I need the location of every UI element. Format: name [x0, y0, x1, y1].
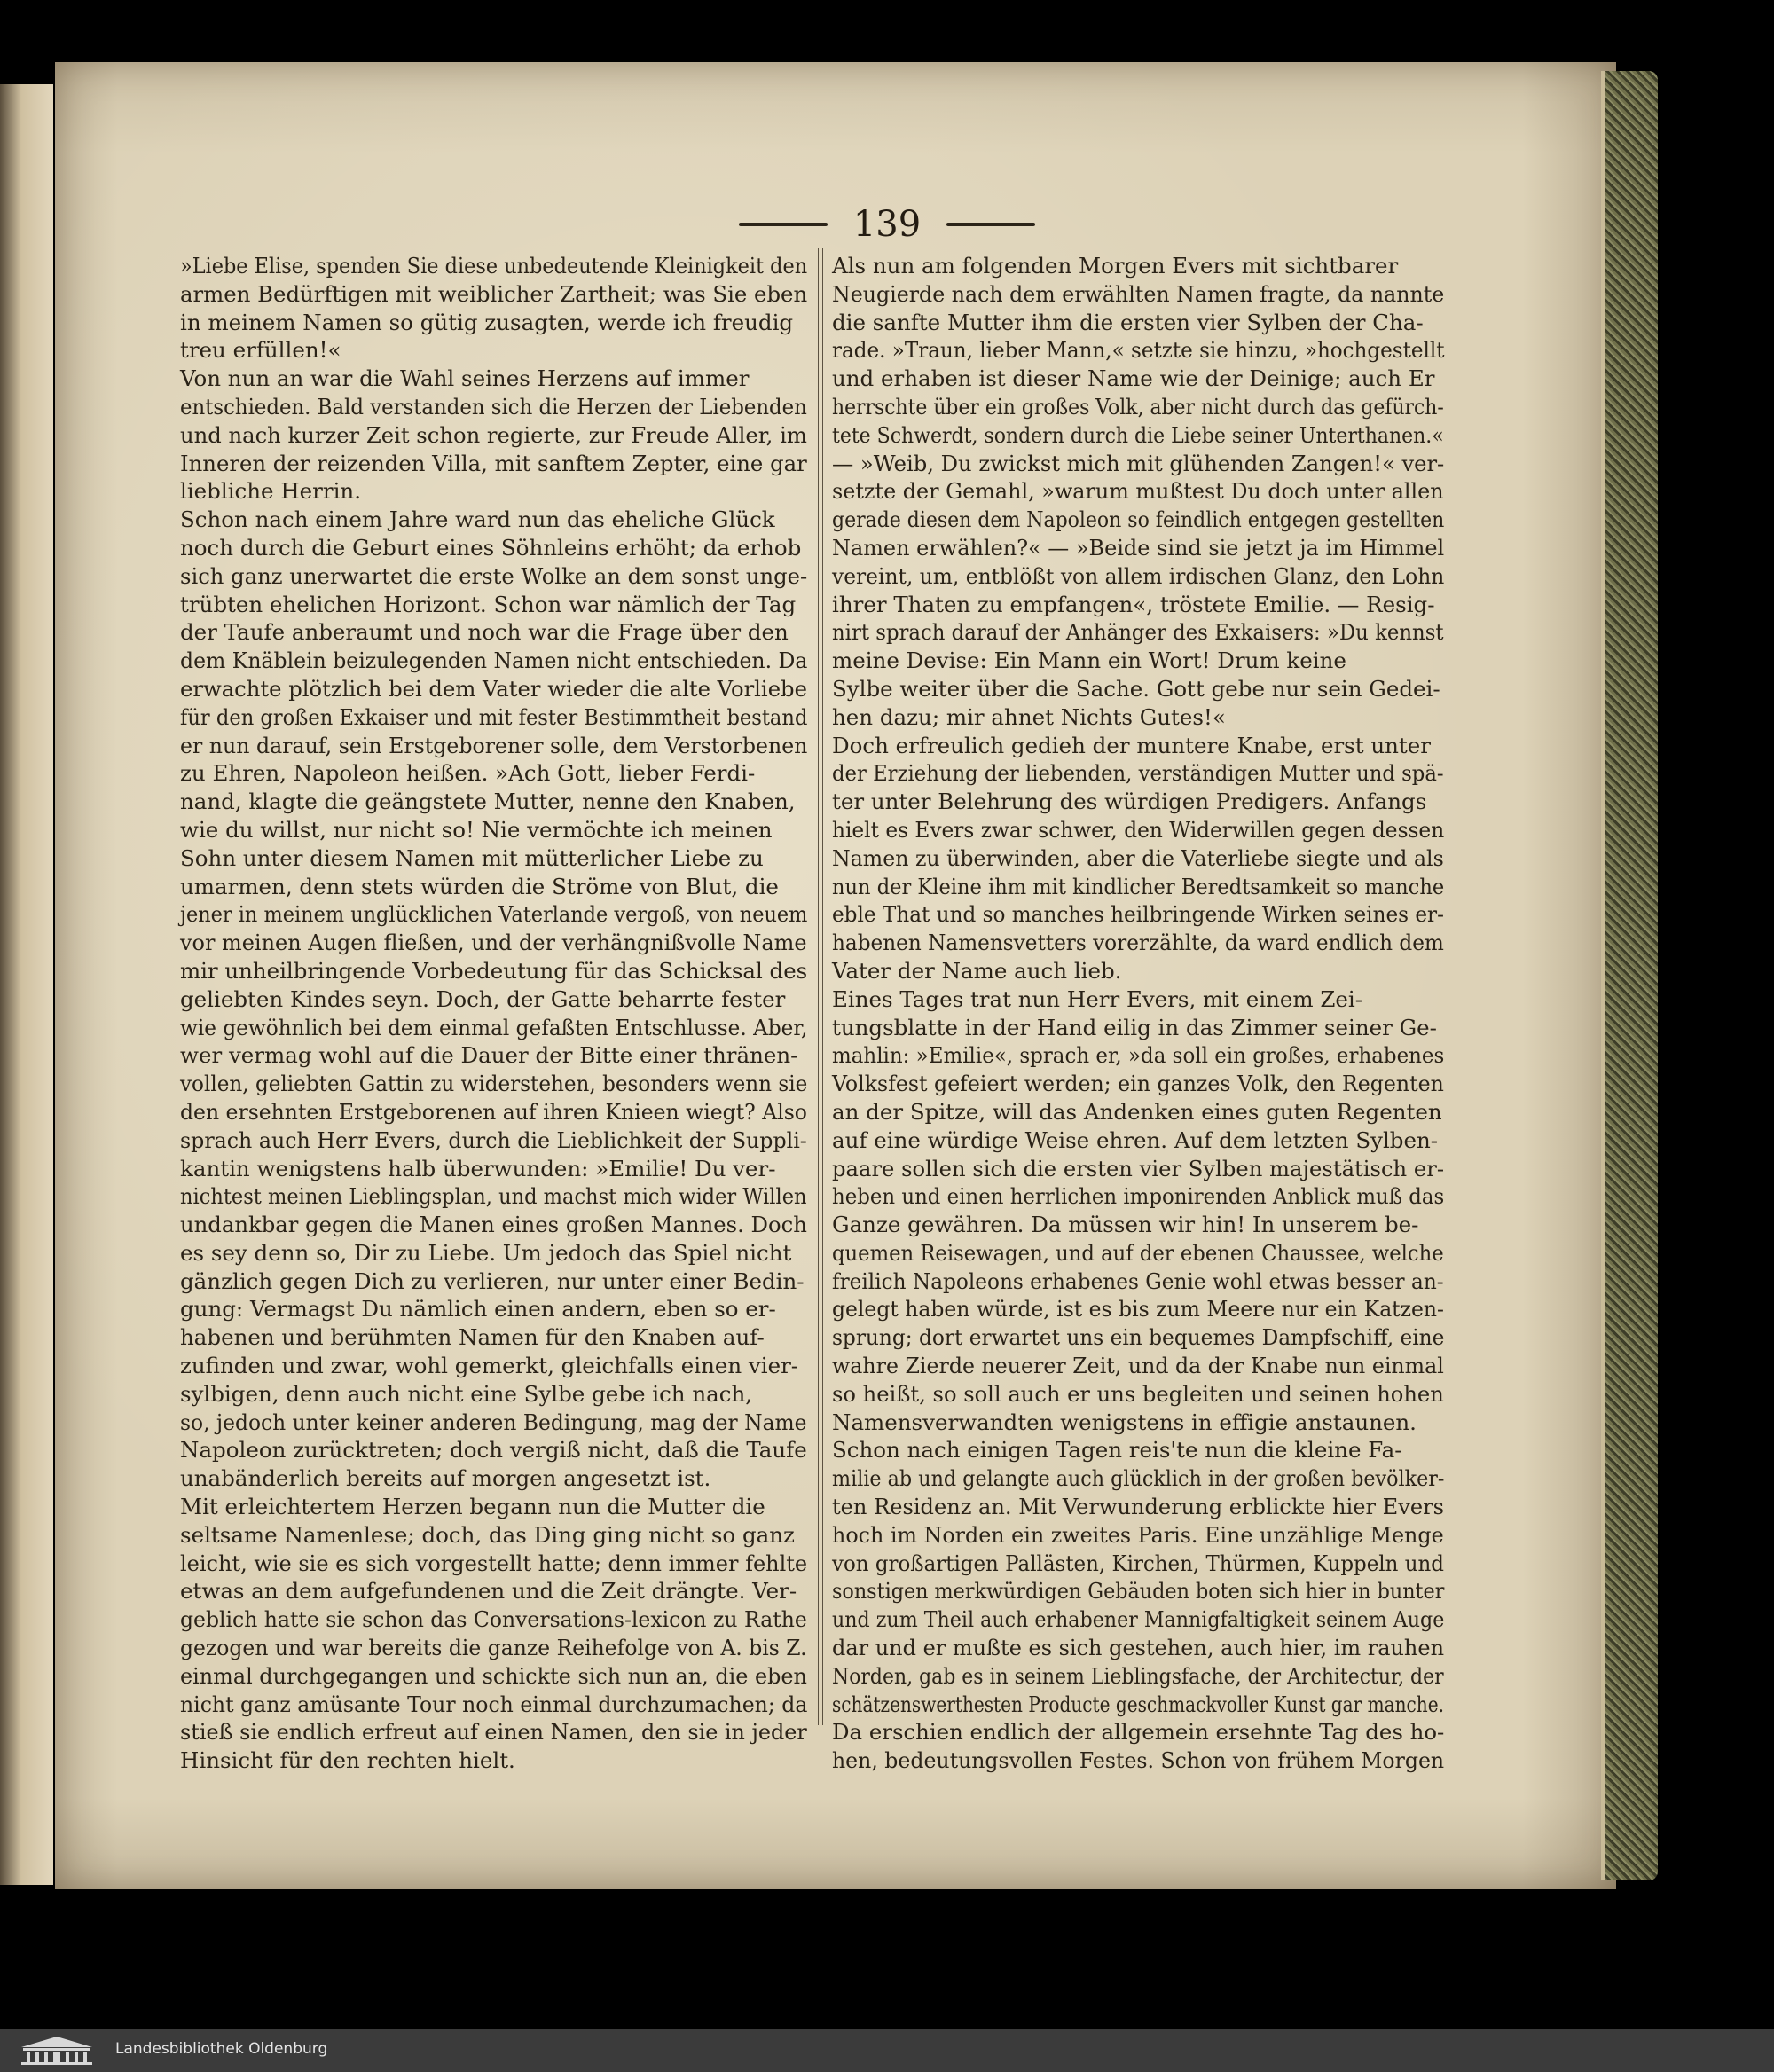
text-line: milie ab und gelangte auch glücklich in der großen bevölker- — [832, 1465, 1445, 1492]
text-line: Eines Tages trat nun Herr Evers, mit einem Zei- — [832, 985, 1363, 1012]
text-line: Volksfest gefeiert werden; ein ganzes Volk, den Regenten — [832, 1071, 1444, 1097]
header-rule-right — [946, 223, 1035, 226]
text-line: Doch erfreulich gedieh der muntere Knabe, erst unter — [832, 732, 1431, 758]
text-line: mir unheilbringende Vorbedeutung für das Schicksal des — [180, 957, 808, 984]
text-line: und erhaben ist dieser Name wie der Deinige; auch Er — [832, 365, 1435, 392]
text-line: rade. »Traun, lieber Mann,« setzte sie hinzu, »hochgestellt — [832, 337, 1445, 364]
text-line: hoch im Norden ein zweites Paris. Eine unzählige Menge — [832, 1521, 1444, 1548]
text-line: setzte der Gemahl, »warum mußtest Du doch unter allen — [832, 478, 1444, 505]
text-line: meine Devise: Ein Mann ein Wort! Drum keine — [832, 648, 1346, 674]
text-line: unabänderlich bereits auf morgen angesetzt ist. — [180, 1465, 711, 1492]
text-line: sonstigen merkwürdigen Gebäuden boten sich hier in bunter — [832, 1578, 1445, 1605]
text-line: und zum Theil auch erhabener Mannigfaltigkeit seinem Auge — [832, 1606, 1445, 1633]
column-divider — [818, 248, 823, 1725]
text-line: Sylbe weiter über die Sache. Gott gebe nur sein Gedei- — [832, 675, 1440, 702]
text-line: sylbigen, denn auch nicht eine Sylbe gebe ich nach, — [180, 1380, 753, 1407]
text-line: es sey denn so, Dir zu Liebe. Um jedoch das Spiel nicht — [180, 1239, 792, 1266]
text-line: Schon nach einigen Tagen reis'te nun die kleine Fa- — [832, 1437, 1402, 1464]
text-line: nirt sprach darauf der Anhänger des Exkaisers: »Du kennst — [832, 619, 1444, 646]
text-line: seltsame Namenlese; doch, das Ding ging nicht so ganz — [180, 1521, 795, 1548]
text-line: von großartigen Pallästen, Kirchen, Thürmen, Kuppeln und — [832, 1550, 1444, 1576]
text-line: für den großen Exkaiser und mit fester Bestimmtheit bestand — [180, 703, 808, 730]
text-line: dar und er mußte es sich gestehen, auch hier, im rauhen — [832, 1635, 1445, 1661]
text-line: sich ganz unerwartet die erste Wolke an dem sonst unge- — [180, 562, 808, 589]
text-line: umarmen, denn stets würden die Ströme von Blut, die — [180, 873, 779, 899]
text-line: gezogen und war bereits die ganze Reihefolge von A. bis Z. — [180, 1635, 807, 1661]
text-line: ter unter Belehrung des würdigen Predigers. Anfangs — [832, 789, 1427, 815]
text-line: herrschte über ein großes Volk, aber nicht durch das gefürch- — [832, 393, 1444, 420]
text-line: auf eine würdige Weise ehren. Auf dem letzten Sylben- — [832, 1126, 1439, 1153]
text-line: der Erziehung der liebenden, verständigen Mutter und spä- — [832, 760, 1444, 787]
text-line: hen, bedeutungsvollen Festes. Schon von frühem Morgen — [832, 1747, 1445, 1774]
page-header — [0, 204, 1774, 245]
text-line: zufinden und zwar, wohl gemerkt, gleichfalls einen vier- — [180, 1353, 799, 1379]
previous-page-edge — [0, 84, 53, 1885]
text-line: habenen Namensvetters vorerzählte, da ward endlich dem — [832, 930, 1444, 956]
text-line: geliebten Kindes seyn. Doch, der Gatte beharrte fester — [180, 985, 786, 1012]
text-line: gänzlich gegen Dich zu verlieren, nur unter einer Bedin- — [180, 1268, 805, 1294]
text-line: Namensverwandten wenigstens in effigie anstaunen. — [832, 1409, 1417, 1435]
text-line: armen Bedürftigen mit weiblicher Zartheit; was Sie eben — [180, 280, 808, 307]
text-line: ihrer Thaten zu empfangen«, tröstete Emilie. — Resig- — [832, 591, 1435, 617]
text-line: quemen Reisewagen, und auf der ebenen Chaussee, welche — [832, 1239, 1444, 1266]
right-text-column — [832, 252, 1444, 1775]
text-line: heben und einen herrlichen imponirenden Anblick muß das — [832, 1183, 1445, 1210]
text-line: Vater der Name auch lieb. — [832, 957, 1122, 984]
text-line: einmal durchgegangen und schickte sich nun an, die eben — [180, 1662, 807, 1689]
text-line: tungsblatte in der Hand eilig in das Zimmer seiner Ge- — [832, 1014, 1437, 1040]
text-line: ten Residenz an. Mit Verwunderung erblickte hier Evers — [832, 1494, 1444, 1520]
text-line: er nun darauf, sein Erstgeborener solle, dem Verstorbenen — [180, 732, 808, 758]
text-line: entschieden. Bald verstanden sich die Herzen der Liebenden — [180, 393, 807, 420]
text-line: hielt es Evers zwar schwer, den Widerwillen gegen dessen — [832, 816, 1445, 843]
text-line: kantin wenigstens halb überwunden: »Emilie! Du ver- — [180, 1155, 776, 1181]
text-line: vollen, geliebten Gattin zu widerstehen, besonders wenn sie — [180, 1071, 808, 1097]
text-line: nichtest meinen Lieblingsplan, und machst mich wider Willen — [180, 1183, 807, 1210]
text-line: zu Ehren, Napoleon heißen. »Ach Gott, lieber Ferdi- — [180, 760, 756, 787]
text-line: etwas an dem aufgefundenen und die Zeit drängte. Ver- — [180, 1578, 797, 1605]
text-line: Inneren der reizenden Villa, mit sanftem Zepter, eine gar — [180, 450, 807, 476]
text-line: undankbar gegen die Manen eines großen Mannes. Doch — [180, 1212, 807, 1238]
text-line: nicht ganz amüsante Tour noch einmal durchzumachen; da — [180, 1691, 808, 1717]
text-line: sprung; dort erwartet uns ein bequemes Dampfschiff, eine — [832, 1324, 1445, 1351]
text-line: Von nun an war die Wahl seines Herzens auf immer — [180, 365, 750, 392]
text-line: leicht, wie sie es sich vorgestellt hatte; denn immer fehlte — [180, 1550, 808, 1576]
text-line: so, jedoch unter keiner anderen Bedingung, mag der Name — [180, 1409, 807, 1435]
text-line: geblich hatte sie schon das Conversations-lexicon zu Rathe — [180, 1606, 807, 1633]
text-line: gelegt haben würde, ist es bis zum Meere nur ein Katzen- — [832, 1296, 1444, 1322]
text-line: mahlin: »Emilie«, sprach er, »da soll ein großes, erhabenes — [832, 1042, 1445, 1069]
page-number: 139 — [852, 204, 922, 245]
text-line: dem Knäblein beizulegenden Namen nicht entschieden. Da — [180, 648, 808, 674]
text-line: nun der Kleine ihm mit kindlicher Beredtsamkeit so manche — [832, 873, 1445, 899]
text-line: wie gewöhnlich bei dem einmal gefaßten Entschlusse. Aber, — [180, 1014, 808, 1040]
text-line: schätzenswerthesten Producte geschmackvoller Kunst gar manche. — [832, 1691, 1444, 1717]
text-line: der Taufe anberaumt und noch war die Frage über den — [180, 619, 789, 646]
text-line: Neugierde nach dem erwählten Namen fragte, da nannte — [832, 280, 1445, 307]
text-line: tete Schwerdt, sondern durch die Liebe seiner Unterthanen.« — [832, 421, 1444, 448]
text-line: wahre Zierde neuerer Zeit, und da der Knabe nun einmal — [832, 1353, 1444, 1379]
text-line: nand, klagte die geängstete Mutter, nenne den Knaben, — [180, 789, 796, 815]
text-line: Da erschien endlich der allgemein ersehnte Tag des ho- — [832, 1719, 1445, 1746]
book-cover-edge — [1601, 71, 1658, 1880]
text-line: Schon nach einem Jahre ward nun das eheliche Glück — [180, 506, 775, 533]
text-line: die sanfte Mutter ihm die ersten vier Sylben der Cha- — [832, 309, 1424, 335]
text-line: Als nun am folgenden Morgen Evers mit sichtbarer — [832, 253, 1399, 279]
text-line: Namen erwählen?« — »Beide sind sie jetzt ja im Himmel — [832, 534, 1445, 561]
text-line: erwachte plötzlich bei dem Vater wieder die alte Vorliebe — [180, 675, 807, 702]
text-line: gerade diesen dem Napoleon so feindlich entgegen gestellten — [832, 506, 1445, 533]
text-line: gung: Vermagst Du nämlich einen andern, eben so er- — [180, 1296, 776, 1322]
text-line: sprach auch Herr Evers, durch die Lieblichkeit der Suppli- — [180, 1126, 807, 1153]
text-line: freilich Napoleons erhabenes Genie wohl etwas besser an- — [832, 1268, 1444, 1294]
text-line: Mit erleichtertem Herzen begann nun die Mutter die — [180, 1494, 765, 1520]
text-line: eble That und so manches heilbringende Wirken seines er- — [832, 901, 1444, 928]
text-line: hen dazu; mir ahnet Nichts Gutes!« — [832, 703, 1226, 730]
text-line: Hinsicht für den rechten hielt. — [180, 1747, 515, 1774]
text-line: Namen zu überwinden, aber die Vaterliebe siegte und als — [832, 844, 1444, 871]
text-line: trübten ehelichen Horizont. Schon war nämlich der Tag — [180, 591, 797, 617]
text-line: den ersehnten Erstgeborenen auf ihren Knieen wiegt? Also — [180, 1098, 807, 1125]
footer-bar — [0, 2029, 1774, 2072]
text-line: an der Spitze, will das Andenken eines guten Regenten — [832, 1098, 1442, 1125]
left-text-column — [180, 252, 807, 1775]
text-line: paare sollen sich die ersten vier Sylben majestätisch er- — [832, 1155, 1445, 1181]
text-line: wer vermag wohl auf die Dauer der Bitte einer thränen- — [180, 1042, 798, 1069]
text-line: jener in meinem unglücklichen Vaterlande vergoß, von neuem — [180, 901, 808, 928]
text-line: vor meinen Augen fließen, und der verhängnißvolle Name — [180, 930, 807, 956]
text-line: Napoleon zurücktreten; doch vergiß nicht, daß die Taufe — [180, 1437, 807, 1464]
text-line: liebliche Herrin. — [180, 478, 362, 505]
text-line: Norden, gab es in seinem Lieblingsfache, der Architectur, der — [832, 1662, 1444, 1689]
text-line: und nach kurzer Zeit schon regierte, zur Freude Aller, im — [180, 421, 807, 448]
text-line: Sohn unter diesem Namen mit mütterlicher Liebe zu — [180, 844, 764, 871]
text-line: treu erfüllen!« — [180, 337, 341, 364]
text-line: habenen und berühmten Namen für den Knaben auf- — [180, 1324, 765, 1351]
library-building-icon — [12, 2035, 101, 2067]
text-line: stieß sie endlich erfreut auf einen Namen, den sie in jeder — [180, 1719, 807, 1746]
header-rule-left — [739, 223, 828, 226]
library-name: Landesbibliothek Oldenburg — [115, 2040, 328, 2058]
text-line: in meinem Namen so gütig zusagten, werde ich freudig — [180, 309, 794, 335]
text-line: — »Weib, Du zwickst mich mit glühenden Zangen!« ver- — [832, 450, 1445, 476]
text-line: Ganze gewähren. Da müssen wir hin! In unserem be- — [832, 1212, 1419, 1238]
text-line: noch durch die Geburt eines Söhnleins erhöht; da erhob — [180, 534, 802, 561]
text-line: so heißt, so soll auch er uns begleiten und seinen hohen — [832, 1380, 1444, 1407]
text-line: wie du willst, nur nicht so! Nie vermöchte ich meinen — [180, 816, 773, 843]
text-line: »Liebe Elise, spenden Sie diese unbedeutende Kleinigkeit den — [180, 253, 808, 279]
text-line: vereint, um, entblößt von allem irdischen Glanz, den Lohn — [832, 562, 1445, 589]
